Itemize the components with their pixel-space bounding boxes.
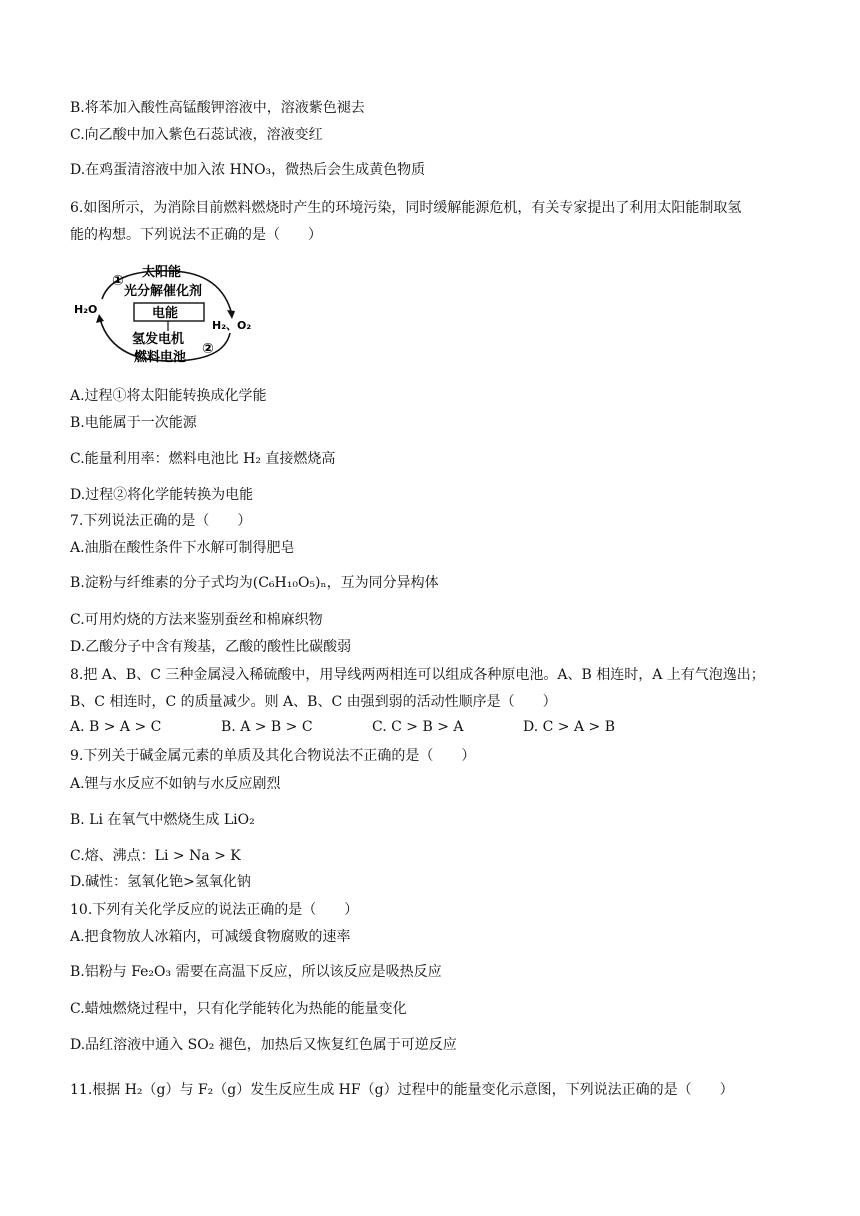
q8-options	[70, 719, 800, 739]
q9-option-b: B. Li 在氧气中燃烧生成 LiO₂	[70, 812, 255, 828]
solar-hydrogen-diagram	[72, 257, 262, 369]
step-1-marker: ①	[112, 273, 124, 289]
water-label: H₂O	[74, 303, 98, 316]
q6-stem-line-1: 6.如图所示，为消除目前燃料燃烧时产生的环境污染，同时缓解能源危机，有关专家提出了利用太阳能制取氢	[70, 200, 742, 216]
q10-option-b: B.铝粉与 Fe₂O₃ 需要在高温下反应，所以该反应是吸热反应	[70, 964, 442, 980]
q6-option-c: C.能量利用率：燃料电池比 H₂ 直接燃烧高	[70, 451, 336, 467]
q10-stem: 10.下列有关化学反应的说法正确的是（ ）	[70, 902, 359, 918]
q9-option-a: A.锂与水反应不如钠与水反应剧烈	[70, 776, 281, 792]
q10-option-c: C.蜡烛燃烧过程中，只有化学能转化为热能的能量变化	[70, 1001, 407, 1017]
q6-option-a: A.过程①将太阳能转换成化学能	[70, 388, 267, 404]
q7-option-b: B.淀粉与纤维素的分子式均为(C₆H₁₀O₅)ₙ，互为同分异构体	[70, 575, 439, 591]
q7-option-c: C.可用灼烧的方法来鉴别蚕丝和棉麻织物	[70, 612, 323, 628]
q9-option-c: C.熔、沸点：Li > Na > K	[70, 848, 241, 864]
q10-option-d: D.品红溶液中通入 SO₂ 褪色，加热后又恢复红色属于可逆反应	[70, 1037, 457, 1053]
catalyst-label: 光分解催化剂	[124, 284, 203, 299]
q8-stem-line-1: 8.把 A、B、C 三种金属浸入稀硫酸中，用导线两两相连可以组成各种原电池。A、B 相连时，A 上有气泡逸出；	[70, 667, 765, 683]
q6-option-b: B.电能属于一次能源	[70, 415, 197, 431]
q7-stem: 7.下列说法正确的是（ ）	[70, 513, 252, 529]
fuel-cell-label: 燃料电池	[134, 350, 187, 365]
q9-option-d: D.碱性：氢氧化铯>氢氧化钠	[70, 874, 251, 890]
q8-option-b: B. A > B > C	[221, 719, 313, 735]
products-label: H₂、O₂	[212, 319, 252, 332]
q6-stem-line-2: 能的构想。下列说法不正确的是（ ）	[70, 227, 322, 243]
q10-option-a: A.把食物放人冰箱内，可减缓食物腐败的速率	[70, 929, 351, 945]
q11-stem: 11.根据 H₂（g）与 F₂（g）发生反应生成 HF（g）过程中的能量变化示意图，下列说法正确的是（ ）	[70, 1082, 734, 1098]
q8-option-a: A. B > A > C	[70, 719, 162, 735]
q5-option-b: B.将苯加入酸性高锰酸钾溶液中，溶液紫色褪去	[70, 100, 365, 116]
generator-label: 氢发电机	[132, 332, 185, 347]
q6-option-d: D.过程②将化学能转换为电能	[70, 487, 254, 503]
q8-option-d: D. C > A > B	[523, 719, 615, 735]
q7-option-a: A.油脂在酸性条件下水解可制得肥皂	[70, 540, 295, 556]
q8-option-c: C. C > B > A	[372, 719, 464, 735]
q7-option-d: D.乙酸分子中含有羧基，乙酸的酸性比碳酸弱	[70, 639, 352, 655]
step-2-marker: ②	[202, 341, 214, 357]
q9-stem: 9.下列关于碱金属元素的单质及其化合物说法不正确的是（ ）	[70, 748, 476, 764]
q5-option-c: C.向乙酸中加入紫色石蕊试液，溶液变红	[70, 127, 323, 143]
electric-energy-label: 电能	[152, 306, 179, 321]
q8-stem-line-2: B、C 相连时，C 的质量减少。则 A、B、C 由强到弱的活动性顺序是（ ）	[70, 694, 557, 710]
sun-energy-label: 太阳能	[142, 265, 182, 280]
q5-option-d: D.在鸡蛋清溶液中加入浓 HNO₃，微热后会生成黄色物质	[70, 162, 426, 178]
